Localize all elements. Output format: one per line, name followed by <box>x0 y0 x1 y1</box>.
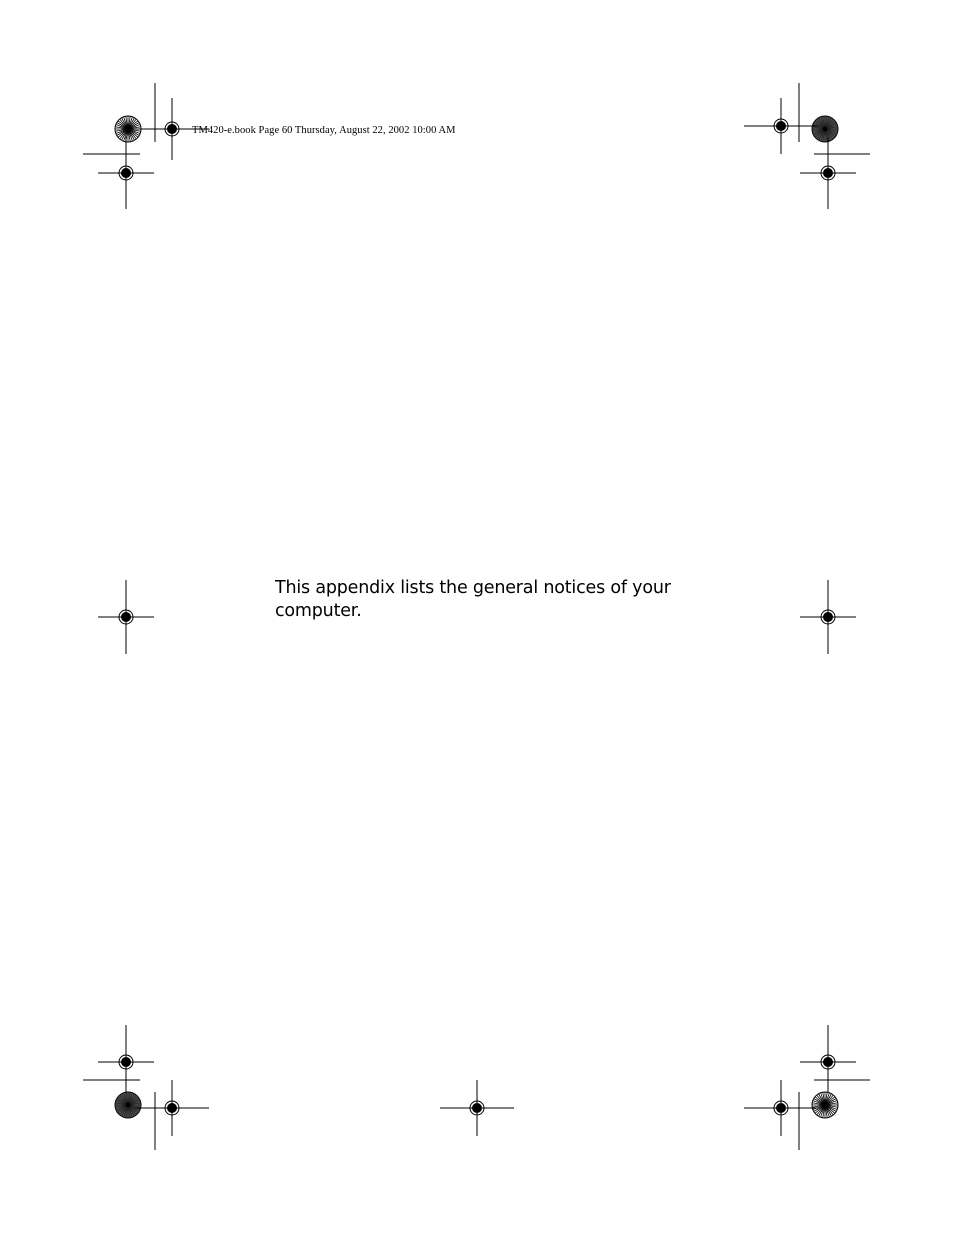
starburst-top-right <box>812 116 838 142</box>
registration-target-middle-left <box>98 580 154 654</box>
registration-target-bottom-right-inner <box>744 1080 818 1136</box>
starburst-bottom-right <box>812 1092 838 1118</box>
print-slug: TM420-e.book Page 60 Thursday, August 22, 2002 10:00 AM <box>192 125 456 136</box>
registration-target-bottom-right-outer <box>800 1025 856 1099</box>
registration-target-top-right-inner <box>744 98 818 154</box>
registration-target-bottom-left-outer <box>98 1025 154 1099</box>
registration-target-bottom-left-inner <box>135 1080 209 1136</box>
registration-target-top-left-outer <box>98 137 154 209</box>
registration-target-middle-right <box>800 580 856 654</box>
registration-target-bottom-center <box>440 1080 514 1136</box>
registration-target-top-right-outer <box>800 137 856 209</box>
appendix-intro: This appendix lists the general notices of your computer. <box>275 578 671 621</box>
starburst-bottom-left <box>115 1092 141 1118</box>
